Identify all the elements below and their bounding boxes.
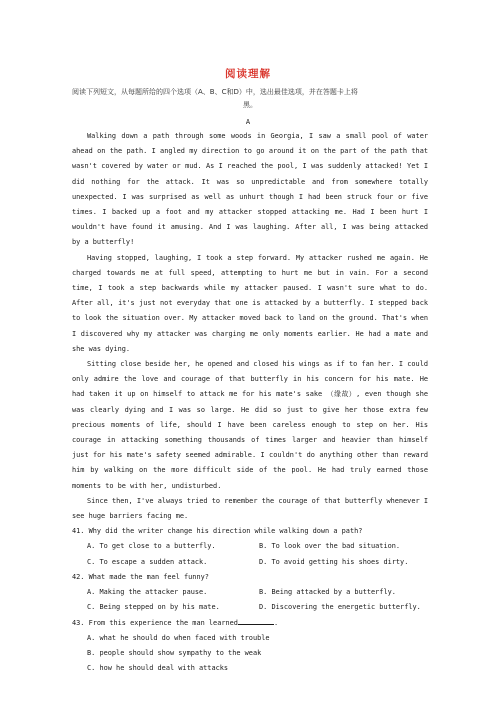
question-41-stem: 41. Why did the writer change his direction while walking down a path?: [72, 527, 363, 536]
option-42-c: C. Being stepped on by his mate.: [87, 603, 220, 612]
paragraph-1: Walking down a path through some woods in Georgia, I saw a small pool of water ahead on the path. I angled my direction to go around it on the part of the path that wasn't covered by water or mud. As I reached the pool, I was suddenly attacked! Yet I did nothing for the attack. It was so unpredictable and from somewhere totally unexpected. I was surprised as well as unhurt though I had been struck four or five times. I backed up a foot and my attacker stopped attacking me. Had I been hurt I wouldn't have found it amusing. And I was laughing. After all, I was being attacked by a butterfly!: [72, 132, 428, 247]
paragraph-4: Since then, I've always tried to remember the courage of that butterfly whenever I see huge barriers facing me.: [72, 496, 428, 521]
option-43-a: A. what he should do when faced with trouble: [87, 633, 270, 642]
option-42-d: D. Discovering the energetic butterfly.: [259, 603, 421, 612]
option-42-a: A. Making the attacker pause.: [87, 588, 208, 597]
question-42-stem: 42. What made the man feel funny?: [72, 572, 209, 581]
option-41-d: D. To avoid getting his shoes dirty.: [259, 557, 409, 566]
passage-body: [72, 129, 428, 676]
question-43-options: [72, 631, 428, 677]
paragraph-2: Having stopped, laughing, I took a step forward. My attacker rushed me again. He charged towards me at full speed, attempting to hurt me but in vain. For a second time, I took a step backwards while my attacker paused. I wasn't sure what to do. After all, it's just not everyday that one is attacked by a butterfly. I stepped back to look the situation over. My attacker moved back to land on the ground. That's when I discovered why my attacker was charging me only moments earlier. He had a mate and she was dying.: [72, 253, 428, 353]
option-43-b: B. people should show sympathy to the weak: [87, 648, 262, 657]
paragraph-3: Sitting close beside her, he opened and closed his wings as if to fan her. I could only admire the love and courage of that butterfly in his concern for his mate. He had taken it up on himself to attack me for his mate's sake （缘故）, even though she was clearly dying and I was so large. He did so just to give her those extra few precious moments of life, should I have been careless enough to step on her. His courage in attacking something thousands of times larger and heavier than himself just for his mate's safety seemed admirable. I couldn't do anything other than reward him by walking on the more difficult side of the pool. He had truly earned those moments to be with her, undisturbed.: [72, 360, 428, 490]
question-43-stem: 43. From this experience the man learned: [72, 618, 238, 627]
option-41-b: B. To look over the bad situation.: [259, 542, 401, 551]
option-43-c: C. how he should deal with attacks: [87, 664, 229, 673]
question-43: 43. From this experience the man learned .: [72, 618, 279, 627]
option-42-b: B. Being attacked by a butterfly.: [259, 588, 396, 597]
question-42-options: [72, 585, 428, 615]
instructions-line-2: 黑。: [243, 101, 257, 109]
page-title: 阅读理解: [225, 68, 271, 80]
answer-blank: [238, 618, 274, 625]
instructions: [72, 86, 428, 112]
option-41-a: A. To get close to a butterfly.: [87, 542, 216, 551]
option-41-c: C. To escape a sudden attack.: [87, 557, 208, 566]
instructions-line-1: 阅读下列短文，从每题所给的四个选项（A、B、C和D）中，选出最佳选项，并在答题卡上将: [72, 88, 358, 96]
section-label: A: [245, 118, 251, 126]
question-41-options: [72, 539, 428, 569]
